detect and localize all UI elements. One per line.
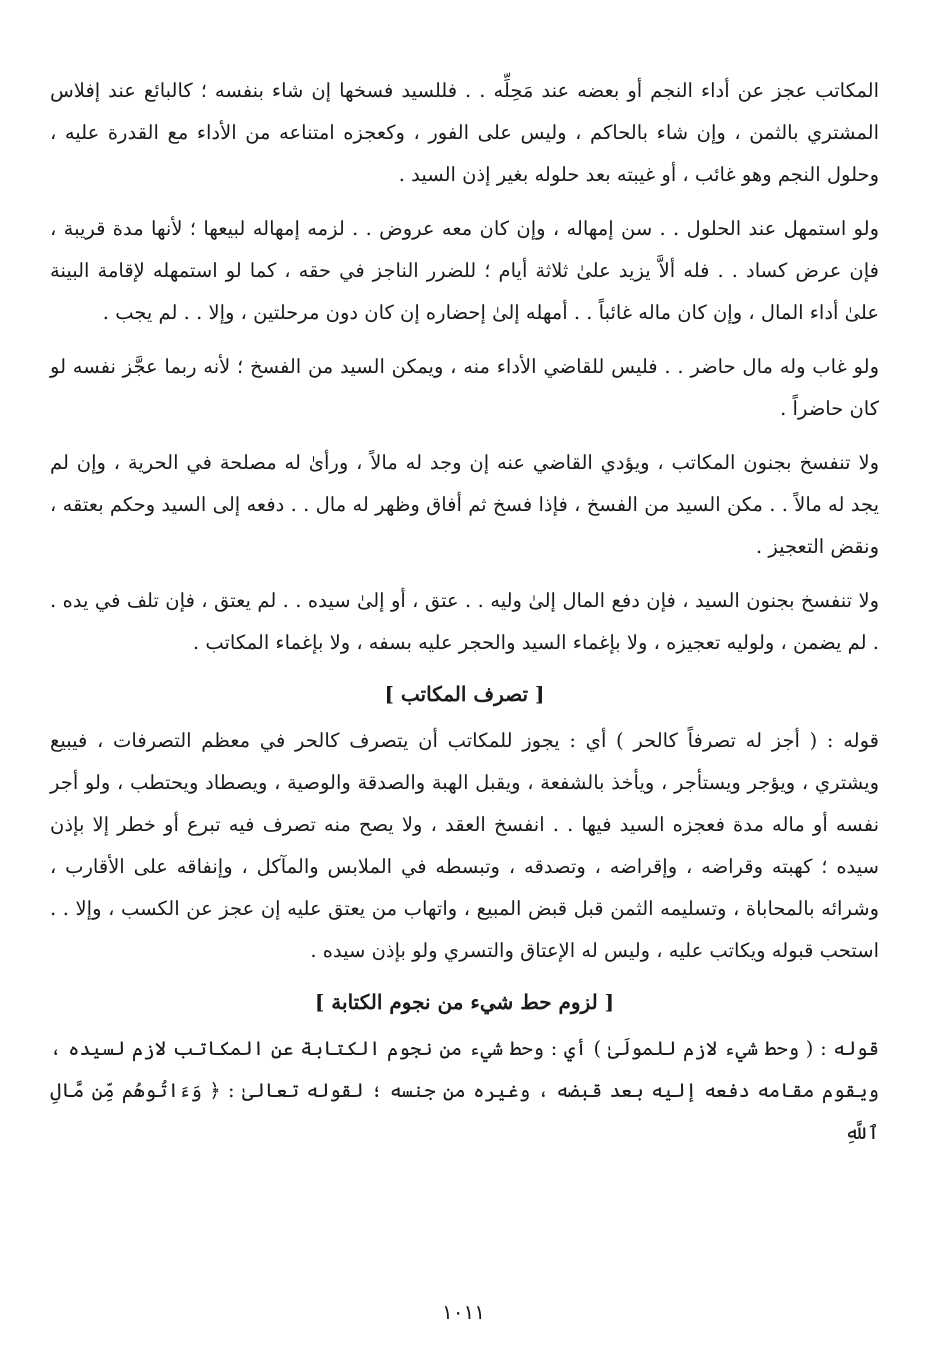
paragraph-3: ولو غاب وله مال حاضر . . فليس للقاضي الأداء منه ، ويمكن السيد من الفسخ ؛ لأنه ربما عجَّز نفسه لو كان حاضراً . [50, 355, 879, 420]
page-number: ١٠١١ [442, 1300, 485, 1324]
paragraph-2: ولو استمهل عند الحلول . . سن إمهاله ، وإن كان معه عروض . . لزمه إمهاله لبيعها ؛ لأنها مدة قريبة ، فإن عرض كساد . . فله ألاَّ يزيد علىٰ ثلاثة أيام ؛ للضرر الناجز في حقه ، كما لو استمهله لإقامة البينة علىٰ أداء المال ، وإن كان ماله غائباً . . أمهله إلىٰ إحضاره إن كان دون مرحلتين ، وإلا . . لم يجب . [50, 217, 879, 324]
paragraph-5: ولا تنفسخ بجنون السيد ، فإن دفع المال إلىٰ وليه . . عتق ، أو إلىٰ سيده . . لم يعتق ، فإن تلف في يده . . لم يضمن ، ولوليه تعجيزه ، ولا بإغماء السيد والحجر عليه بسفه ، ولا بإغماء المكاتب . [50, 589, 879, 654]
paragraph-1: المكاتب عجز عن أداء النجم أو بعضه عند مَحِلِّه . . فللسيد فسخها إن شاء بنفسه ؛ كالبائع عند إفلاس المشتري بالثمن ، وإن شاء بالحاكم ، وليس على الفور ، وكعجزه امتناعه من الأداء مع القدرة عليه ، وحلول النجم وهو غائب ، أو غيبته بعد حلوله بغير إذن السيد . [50, 79, 879, 186]
paragraph-7: قوله : ( وحط شيء لازم للمولَىٰ ) أي : وحط شيء من نجوم الكتابة عن المكاتب لازم لسيده ، ويقوم مقامه دفعه إليه بعد قبضه ، وغيره من جنسه ؛ لقوله تعالىٰ : ﴿ وَءَاتُوهُم مِّن مَّالِ ٱللَّهِ [50, 1037, 879, 1144]
section-heading-mukatab-dealings: [ تصرف المكاتب ] [384, 682, 545, 706]
paragraph-6: قوله : ( أجز له تصرفاً كالحر ) أي : يجوز للمكاتب أن يتصرف كالحر في معظم التصرفات ، فيبيع ويشتري ، ويؤجر ويستأجر ، ويأخذ بالشفعة ، ويقبل الهبة والصدقة والوصية ، ويصطاد ويحتطب ، ولو أجر نفسه أو ماله مدة فعجزه السيد فيها . . انفسخ العقد ، ولا يصح منه تصرف فيه تبرع أو خطر إلا بإذن سيده ؛ كهبته وقراضه ، وإقراضه ، وتصدقه ، وتبسطه في الملابس والمآكل ، وإنفاقه على الأقارب ، وشرائه بالمحاباة ، وتسليمه الثمن قبل قبض المبيع ، واتهاب من يعتق عليه إن عجز عن الكسب ، وإلا . . استحب قبوله ويكاتب عليه ، وليس له الإعتاق والتسري ولو بإذن سيده . [50, 729, 879, 962]
paragraph-4: ولا تنفسخ بجنون المكاتب ، ويؤدي القاضي عنه إن وجد له مالاً ، ورأىٰ له مصلحة في الحرية ، وإن لم يجد له مالاً . . مكن السيد من الفسخ ، فإذا فسخ ثم أفاق وظهر له مال . . دفعه إلى السيد وحكم بعتقه ، ونقض التعجيز . [50, 451, 879, 558]
section-heading-reduction: [ لزوم حط شيء من نجوم الكتابة ] [314, 990, 615, 1014]
